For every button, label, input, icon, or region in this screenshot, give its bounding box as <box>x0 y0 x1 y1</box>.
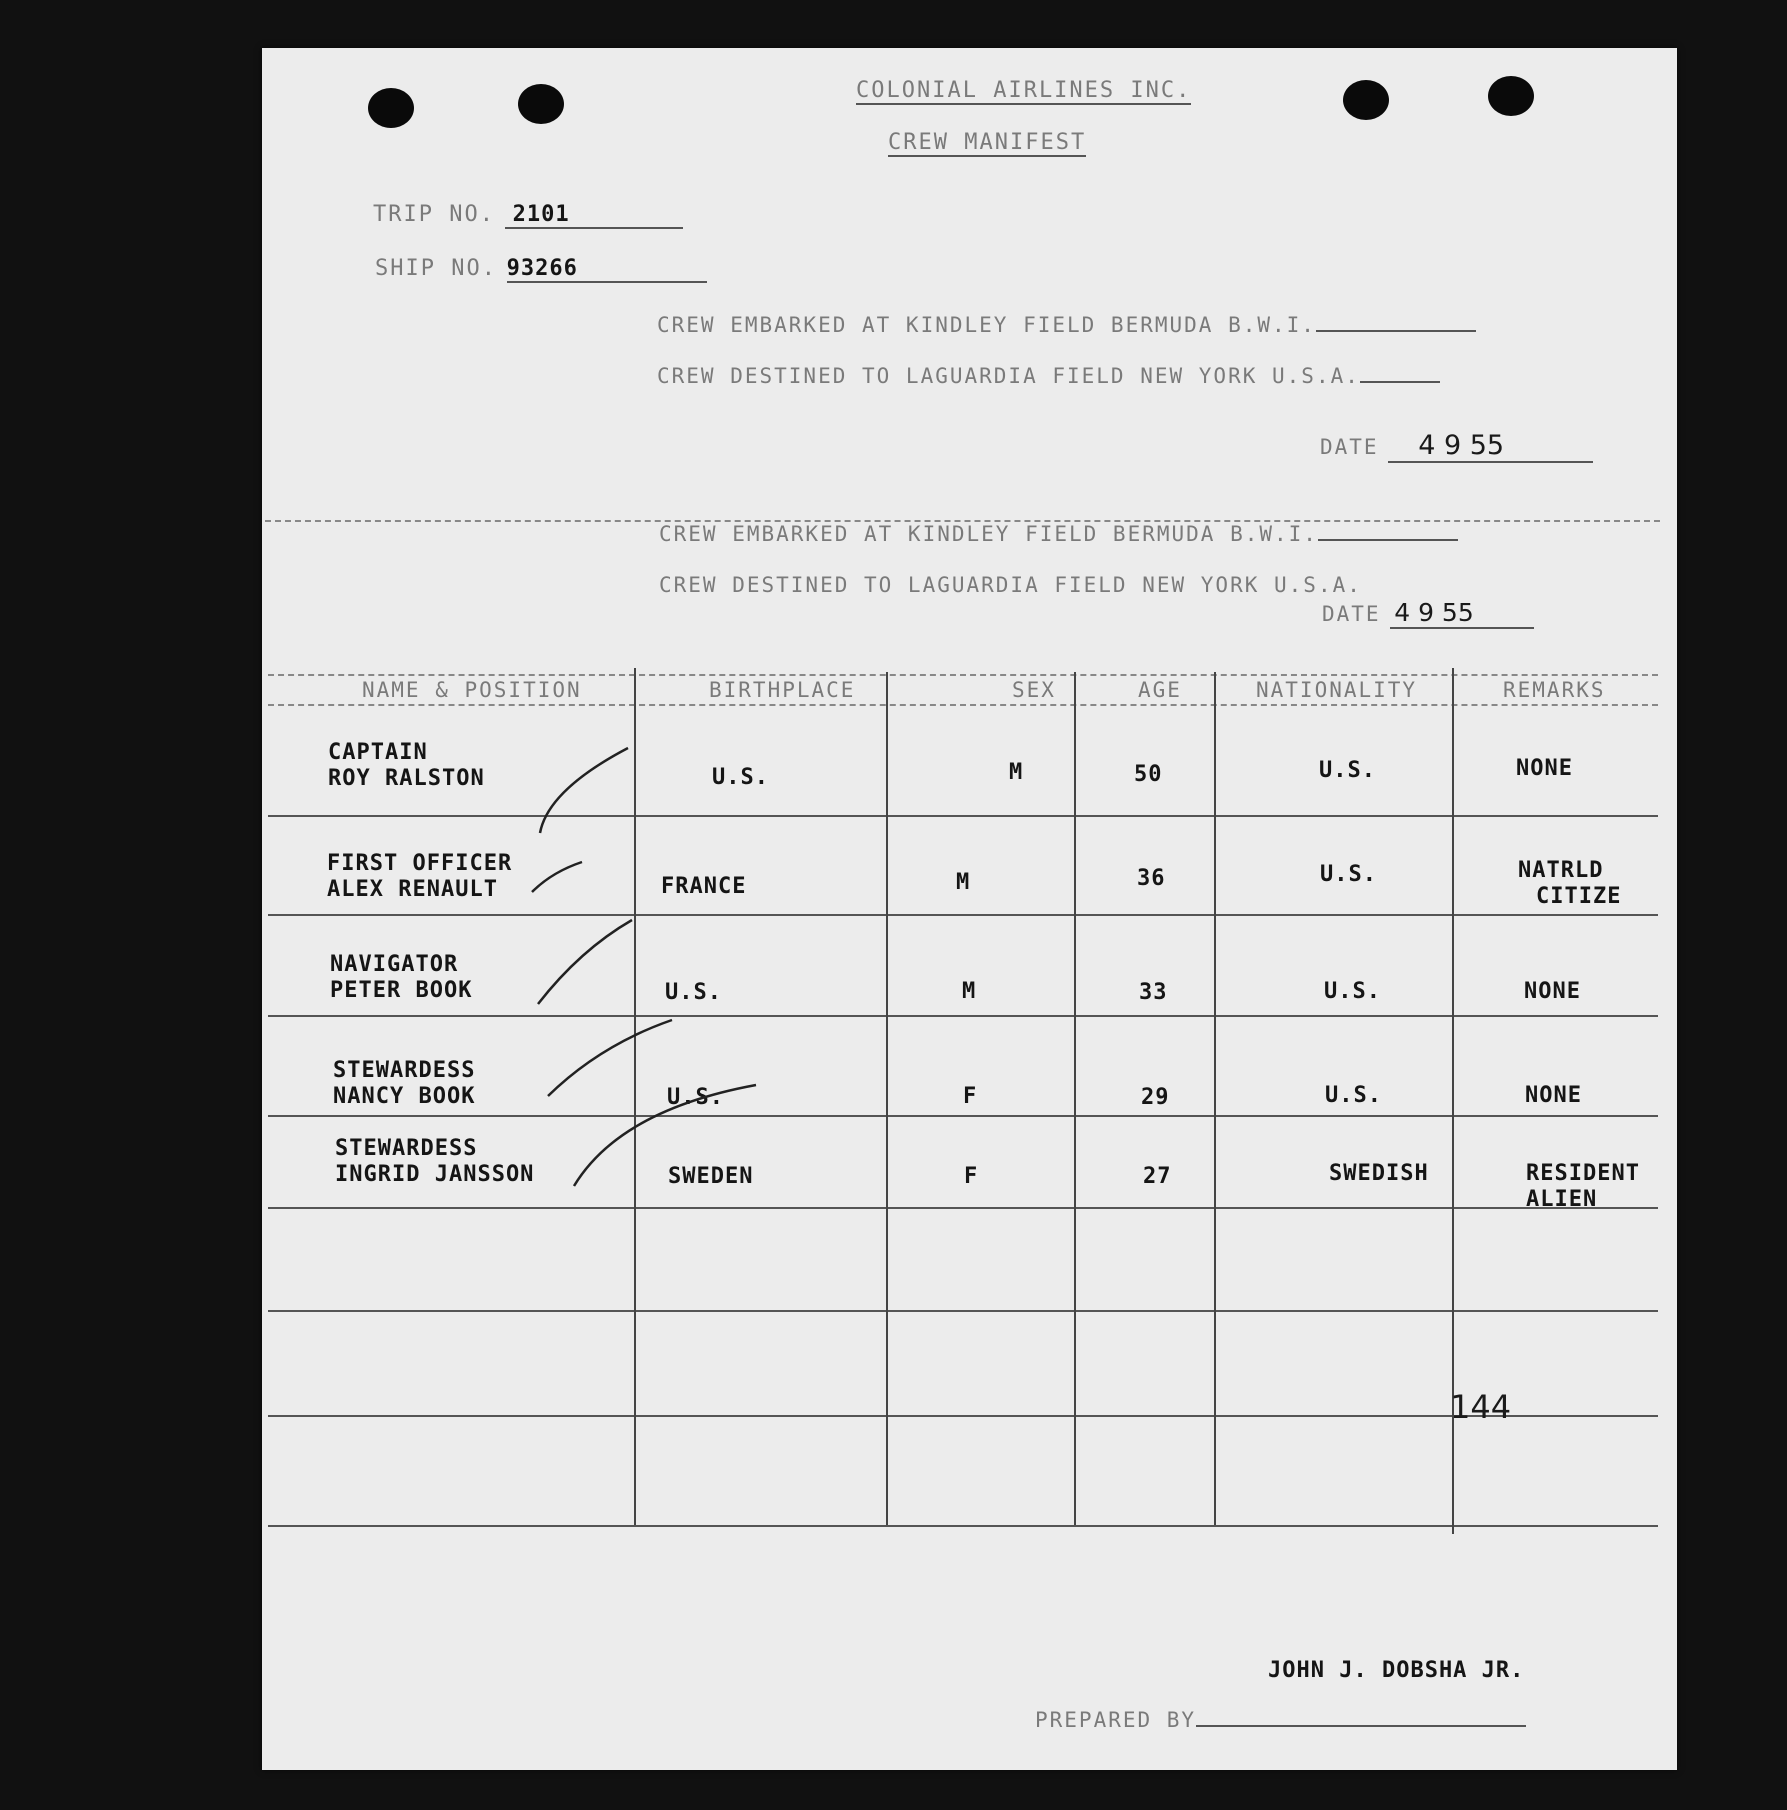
crew-name: ALEX RENAULT <box>327 877 498 902</box>
age-cell: 50 <box>1134 762 1163 787</box>
age-cell: 29 <box>1141 1085 1170 1110</box>
sex-cell: M <box>1009 760 1024 785</box>
remarks-cell: RESIDENT ALIEN <box>1526 1161 1640 1212</box>
date-label-2: DATE <box>1322 602 1381 626</box>
crew-position: CAPTAIN <box>328 740 428 765</box>
crew-name: INGRID JANSSON <box>335 1162 535 1187</box>
birthplace-cell: U.S. <box>667 1085 724 1110</box>
crew-position: STEWARDESS <box>335 1136 478 1161</box>
sex-cell: F <box>964 1164 979 1189</box>
col-header-nationality: NATIONALITY <box>1256 678 1418 702</box>
check-mark <box>532 862 582 892</box>
remarks-cell: NATRLD CITIZE <box>1518 858 1622 909</box>
embarked-text-2: CREW EMBARKED AT KINDLEY FIELD BERMUDA B.W.I. <box>659 522 1318 546</box>
document-title: CREW MANIFEST <box>888 130 1087 155</box>
nationality-cell: U.S. <box>1320 862 1377 887</box>
nationality-cell: U.S. <box>1324 979 1381 1004</box>
prepared-by-row <box>1035 1708 1526 1732</box>
embarked-text-1: CREW EMBARKED AT KINDLEY FIELD BERMUDA B.W.I. <box>657 313 1316 337</box>
date-value-1: 4 9 55 <box>1388 430 1593 463</box>
check-mark <box>538 920 632 1004</box>
nationality-cell: U.S. <box>1325 1083 1382 1108</box>
sex-cell: M <box>962 979 977 1004</box>
trip-value: 2101 <box>505 202 683 229</box>
ship-label: SHIP NO. <box>375 256 497 281</box>
check-mark <box>540 748 628 833</box>
birthplace-cell: SWEDEN <box>668 1164 754 1189</box>
check-mark <box>548 1020 672 1096</box>
age-cell: 33 <box>1139 980 1168 1005</box>
birthplace-cell: U.S. <box>712 765 769 790</box>
ship-value: 93266 <box>507 256 707 283</box>
remarks-cell: NONE <box>1524 979 1581 1004</box>
col-header-birthplace: BIRTHPLACE <box>709 678 856 702</box>
age-cell: 36 <box>1137 866 1166 891</box>
sex-cell: F <box>963 1084 978 1109</box>
col-header-age: AGE <box>1138 678 1182 702</box>
crew-position: NAVIGATOR <box>330 952 459 977</box>
company-name: COLONIAL AIRLINES INC. <box>856 78 1192 103</box>
date-value-2: 4 9 55 <box>1390 598 1534 629</box>
remarks-cell: NONE <box>1516 756 1573 781</box>
age-cell: 27 <box>1143 1164 1172 1189</box>
nationality-cell: U.S. <box>1319 758 1376 783</box>
col-header-sex: SEX <box>1012 678 1056 702</box>
col-header-name: NAME & POSITION <box>362 678 582 702</box>
remarks-cell: NONE <box>1525 1083 1582 1108</box>
crew-name: NANCY BOOK <box>333 1084 476 1109</box>
trip-label: TRIP NO. <box>373 202 495 227</box>
destined-text-2: CREW DESTINED TO LAGUARDIA FIELD NEW YORK U.S.A. <box>659 573 1362 597</box>
date-label-1: DATE <box>1320 435 1379 459</box>
destined-text-1: CREW DESTINED TO LAGUARDIA FIELD NEW YORK U.S.A. <box>657 364 1360 388</box>
crew-name: ROY RALSTON <box>328 766 485 791</box>
crew-position: FIRST OFFICER <box>327 851 513 876</box>
sex-cell: M <box>956 870 971 895</box>
birthplace-cell: FRANCE <box>661 874 747 899</box>
crew-name: PETER BOOK <box>330 978 473 1003</box>
prepared-by-label: PREPARED BY <box>1035 1708 1197 1732</box>
crew-position: STEWARDESS <box>333 1058 476 1083</box>
col-header-remarks: REMARKS <box>1503 678 1606 702</box>
page-number: 144 <box>1450 1388 1512 1426</box>
birthplace-cell: U.S. <box>665 980 722 1005</box>
check-mark <box>574 1085 756 1186</box>
nationality-cell: SWEDISH <box>1329 1161 1429 1186</box>
preparer-name: JOHN J. DOBSHA JR. <box>1268 1658 1525 1683</box>
